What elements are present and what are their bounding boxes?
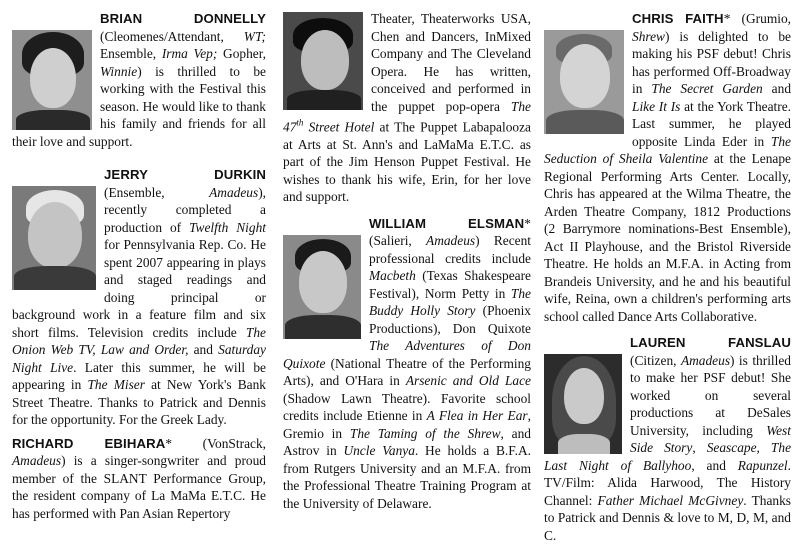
bio-text: Theater, Theaterworks USA, Chen and Dancers, InMixed Company and The Cleveland Opera. He has written, conceived and performed in the puppet pop-opera The 47th Street Hotel at The Puppet Labapalooza at Arts at St. Ann's and LaMaMa E.T.C. as part of the Jim Henson Puppet Festival. He wishes to thank his wife, Erin, for her love and support. [283,11,531,205]
headshot-lauren-fanslau [544,354,622,454]
headshot-brian-donnelly [12,30,92,130]
bio-text: LAUREN FANSLAU (Citizen, Amadeus) is thrilled to make her PSF debut! She worked on several productions at DeSales University, including West Side Story, Seascape, The Last Night of Ballyhoo, and Rapunzel. TV/Film: Alida Harwood, The History Channel: Father Michael McGivney. Thanks to Patrick and Dennis & love to M, D, M, and C. [544,335,792,543]
bio-text: WILLIAM ELSMAN* (Salieri, Amadeus) Recent professional credits include Macbeth (Texas Shakespeare Festival), Norm Petty in The Buddy Holly Story (Phoenix Productions), Don Quixote The Adventures of Don Quixote (National Theatre of the Performing Arts), and O'Hara in Arsenic and Old Lace (Shadow Lawn Theatre). Favorite school credits include Etienne in A Flea in Her Ear, Gremio in The Taming of the Shrew, and Astrov in Uncle Vanya. He holds a B.F.A. from Rutgers University and an M.F.A. from the Professional Theatre Training Program at the University of Delaware. [283,215,532,511]
bio-text: BRIAN DONNELLY (Cleomenes/Attendant, WT; Ensemble, Irma Vep; Gopher, Winnie) is thrilled to be working with the Festival this season. He would like to thank his family and friends for all their love and support. [12,11,266,149]
bio-william-elsman [283,215,531,513]
bio-lauren-fanslau [544,334,791,544]
actor-name: CHRIS FAITH [632,11,724,26]
bio-text: CHRIS FAITH* (Grumio, Shrew) is delighted to be making his PSF debut! Chris has performed Off-Broadway in The Secret Garden and Like It Is at the York Theatre. Last summer, he played opposite Linda Eder in The Seduction of Sheila Valentine at the Lenape Regional Performing Arts Center. Locally, Chris has appeared at the Wilma Theatre, the Arden Theatre Company, 1812 Productions (2 Barrymore nominations-Best Ensemble), Act II Playhouse, and the Bristol Riverside Theatre. He holds an M.F.A. in Acting from Brandeis University, and he and his beautiful wife, Reina, own a children's performing arts school called Dance Arts Collaborative. [544,11,792,324]
actor-name: LAUREN FANSLAU [630,335,791,350]
column-middle [283,10,531,512]
bio-chris-faith [544,10,791,325]
bio-richard-ebihara [12,435,266,523]
actor-name: JERRY DURKIN [104,167,266,182]
bio-text: RICHARD EBIHARA* (VonStrack, Amadeus) is a singer-songwriter and proud member of the SLANT Performance Group, the resident company of La MaMa E.T.C. He has performed with Pan Asian Repertory [12,435,266,521]
bio-text: JERRY DURKIN (Ensemble, Amadeus), recently completed a production of Twelfth Night for Pennsylvania Rep. Co. He spent 2007 appearing in plays and staged readings and doing principal or background work in a feature film and six short films. Television credits include The Onion Web TV, Law and Order, and Saturday Night Live. Later this summer, he will be appearing in The Miser at New York's Bank Street Theatre. Thanks to Patrick and Dennis for the opportunity. For the Greek Lady. [12,167,266,427]
headshot-jerry-durkin [12,186,96,290]
bio-jerry-durkin [12,166,266,429]
column-left [12,10,266,522]
headshot-richard-ebihara [283,12,363,110]
actor-name: RICHARD EBIHARA [12,435,166,451]
actor-name: BRIAN DONNELLY [100,11,266,26]
bio-richard-ebihara-continued [283,10,531,206]
column-right [544,10,791,544]
headshot-chris-faith [544,30,624,134]
actor-name: WILLIAM ELSMAN [369,215,525,231]
bio-brian-donnelly [12,10,266,160]
headshot-william-elsman [283,235,361,339]
